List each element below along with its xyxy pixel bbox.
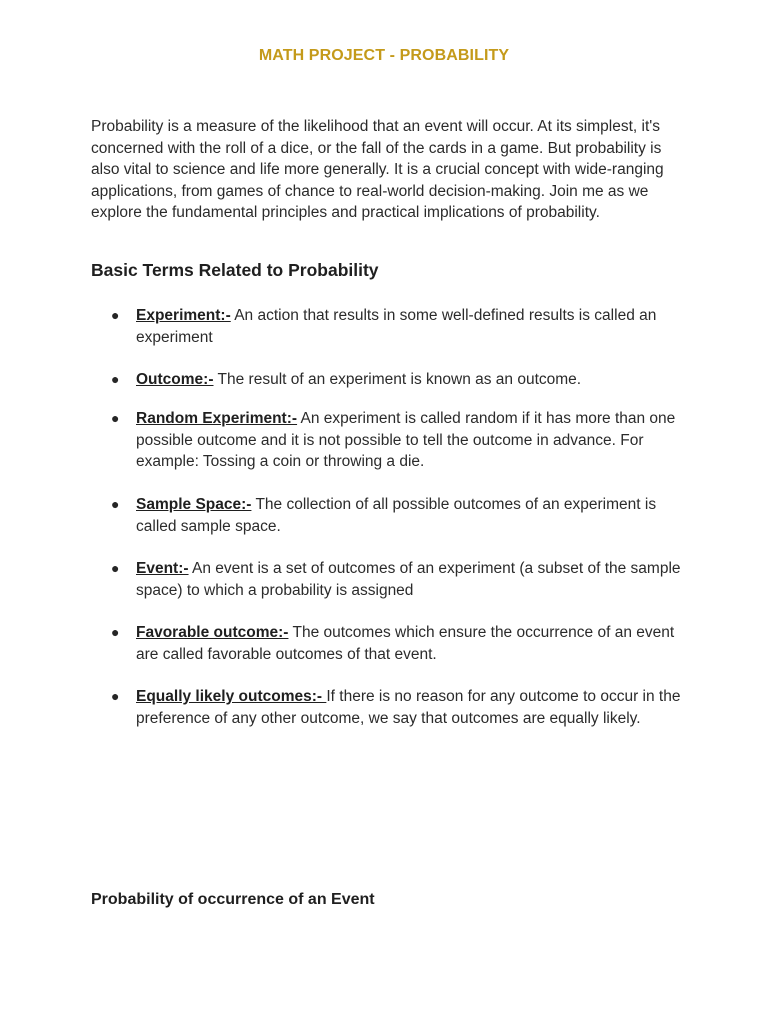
- term-text: [136, 408, 682, 473]
- term-definition: If there is no reason for any outcome to occur in the preference of any other outcome, we say that outcomes are equally likely.: [136, 688, 681, 727]
- bullet-icon: ●: [111, 688, 120, 704]
- term-name: Favorable outcome:-: [136, 624, 289, 641]
- term-definition: An experiment is called random if it has more than one possible outcome and it is not possible to tell the outcome in advance. For example: Tossing a coin or throwing a die.: [136, 410, 676, 470]
- section-heading-basic-terms: Basic Terms Related to Probability: [91, 260, 379, 280]
- term-definition: An action that results in some well-defined results is called an experiment: [136, 307, 657, 346]
- term-name: Equally likely outcomes:-: [136, 688, 327, 705]
- term-name: Random Experiment:-: [136, 410, 298, 427]
- term-definition: The collection of all possible outcomes of an experiment is called sample space.: [136, 496, 657, 535]
- term-definition: The result of an experiment is known as an outcome.: [213, 371, 582, 388]
- bullet-icon: ●: [111, 560, 120, 576]
- term-text: [136, 305, 682, 348]
- intro-paragraph: Probability is a measure of the likelihood that an event will occur. At its simplest, it's concerned with the roll of a dice, or the fall of the cards in a game. But probability is also vital to science and life more generally. It is a crucial concept with wide-ranging applications, from games of chance to real-world decision-making. Join me as we explore the fundamental principles and practical implications of probability.: [91, 118, 664, 221]
- bullet-icon: ●: [111, 624, 120, 640]
- term-text: [136, 369, 682, 391]
- term-name: Event:-: [136, 560, 189, 577]
- bullet-icon: ●: [111, 410, 120, 426]
- term-text: [136, 622, 682, 665]
- bullet-icon: ●: [111, 307, 120, 323]
- term-name: Sample Space:-: [136, 496, 252, 513]
- term-definition: An event is a set of outcomes of an experiment (a subset of the sample space) to which a probability is assigned: [136, 560, 681, 599]
- term-name: Outcome:-: [136, 371, 214, 388]
- term-text: [136, 686, 682, 729]
- term-text: [136, 558, 682, 601]
- document-title: MATH PROJECT - PROBABILITY: [258, 47, 510, 64]
- term-name: Experiment:-: [136, 307, 231, 324]
- section-heading-probability-of-event: Probability of occurrence of an Event: [91, 891, 375, 908]
- bullet-icon: ●: [111, 371, 120, 387]
- term-text: [136, 494, 682, 537]
- bullet-icon: ●: [111, 496, 120, 512]
- term-definition: The outcomes which ensure the occurrence of an event are called favorable outcomes of that event.: [136, 624, 675, 663]
